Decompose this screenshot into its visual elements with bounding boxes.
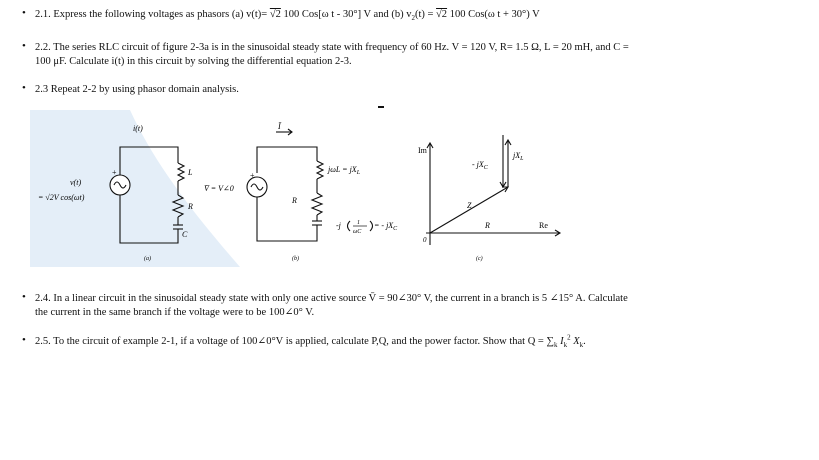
resistor-rb — [312, 193, 322, 215]
problem-2-3-text: 2.3 Repeat 2-2 by using phasor domain analysis. — [35, 84, 239, 95]
label-cap-suffix: = - $jX_C$ — [374, 221, 398, 232]
text-line: 100 μF. Calculate i(t) in this circuit by solving the differential equation 2-3. — [35, 55, 352, 67]
label-source-b: V̄ = V∠0 — [204, 184, 234, 193]
inductor-l — [178, 163, 184, 181]
text-line: 2.2. The series RLC circuit of figure 2-3a is in the sinusoidal steady state with frequency of 60 Hz. V = 120 V, R= 1.5 Ω, L = 20 mH, and C = — [35, 42, 629, 53]
label-im: Im — [418, 146, 427, 155]
paren-right — [370, 221, 373, 231]
subscript: 2 — [411, 14, 415, 23]
problem-2-1-text — [35, 8, 800, 22]
label-r: R — [188, 202, 193, 211]
bullet: • — [22, 7, 26, 19]
text-line: 2.4. In a linear circuit in the sinusoidal steady state with only one active source V̄ = 90∠30° V, the current in a branch is 5 ∠15° A. Calculate — [35, 293, 628, 304]
label-jxl: $jX_L$ — [513, 151, 524, 162]
subscript: k — [553, 341, 558, 350]
label-jwl: $j\omega L = jX_L$ — [328, 165, 361, 176]
text-segment: 2.5. To the circuit of example 2-1, if a voltage of 100∠0°V is applied, calculate P,Q, and the power factor. Show that Q = ∑ — [35, 336, 554, 347]
text-segment: 2.1. Express the following voltages as phasors (a) v(t)= — [35, 9, 270, 20]
text-segment: . — [583, 336, 586, 347]
caption-a: (a) — [144, 256, 151, 262]
problem-2-5-text — [35, 335, 800, 349]
subscript: k — [563, 341, 568, 350]
label-i-t: i(t) — [133, 124, 143, 133]
figure-svg — [30, 105, 565, 270]
sqrt-symbol: √2 — [436, 9, 448, 20]
wire — [257, 147, 317, 173]
subscript: k — [579, 341, 584, 350]
label-source-eq: = √2V cos(ωt) — [38, 193, 85, 202]
label-cap-num: 1 — [357, 220, 360, 226]
label-cap-prefix: -j — [336, 221, 341, 230]
wire — [257, 197, 317, 241]
text-segment: I — [557, 336, 564, 347]
figure-2-3 — [30, 105, 565, 270]
caption-b: (b) — [292, 256, 299, 262]
bullet: • — [22, 82, 26, 94]
label-re: Re — [539, 221, 548, 230]
bullet: • — [22, 291, 26, 303]
label-cap-den: ωC — [353, 229, 362, 235]
bullet: • — [22, 40, 26, 52]
problem-2-4-text — [35, 292, 800, 319]
text-line: the current in the same branch if the voltage were to be 100∠0° V. — [35, 306, 315, 318]
paren-left — [348, 221, 351, 231]
problem-2-2-text — [35, 41, 800, 68]
label-r-c: R — [485, 221, 490, 230]
label-v-t: v(t) — [70, 178, 82, 187]
label-c: C — [182, 230, 188, 239]
plus-b: + — [250, 171, 255, 180]
bullet: • — [22, 334, 26, 346]
text-segment: 100 Cos(ω t + 30°) V — [447, 9, 540, 20]
text-segment: (t) = — [414, 9, 437, 20]
label-neg-jxc: - $jX_C$ — [472, 160, 488, 171]
label-origin: 0 — [423, 236, 427, 244]
plus-a: + — [112, 168, 117, 177]
text-segment: X — [570, 336, 580, 347]
label-i-phasor: Ī — [278, 122, 281, 131]
label-rb: R — [292, 196, 297, 205]
text-segment: 100 Cos[ω t - 30°] V and (b) v — [280, 9, 412, 20]
caption-c: (c) — [476, 256, 483, 262]
sqrt-symbol: √2 — [269, 9, 281, 20]
superscript: 2 — [567, 333, 571, 342]
label-z: Z — [467, 201, 472, 210]
inductor-jwl — [317, 161, 323, 179]
label-l: L — [188, 168, 193, 177]
impedance-z-vector — [430, 187, 508, 233]
